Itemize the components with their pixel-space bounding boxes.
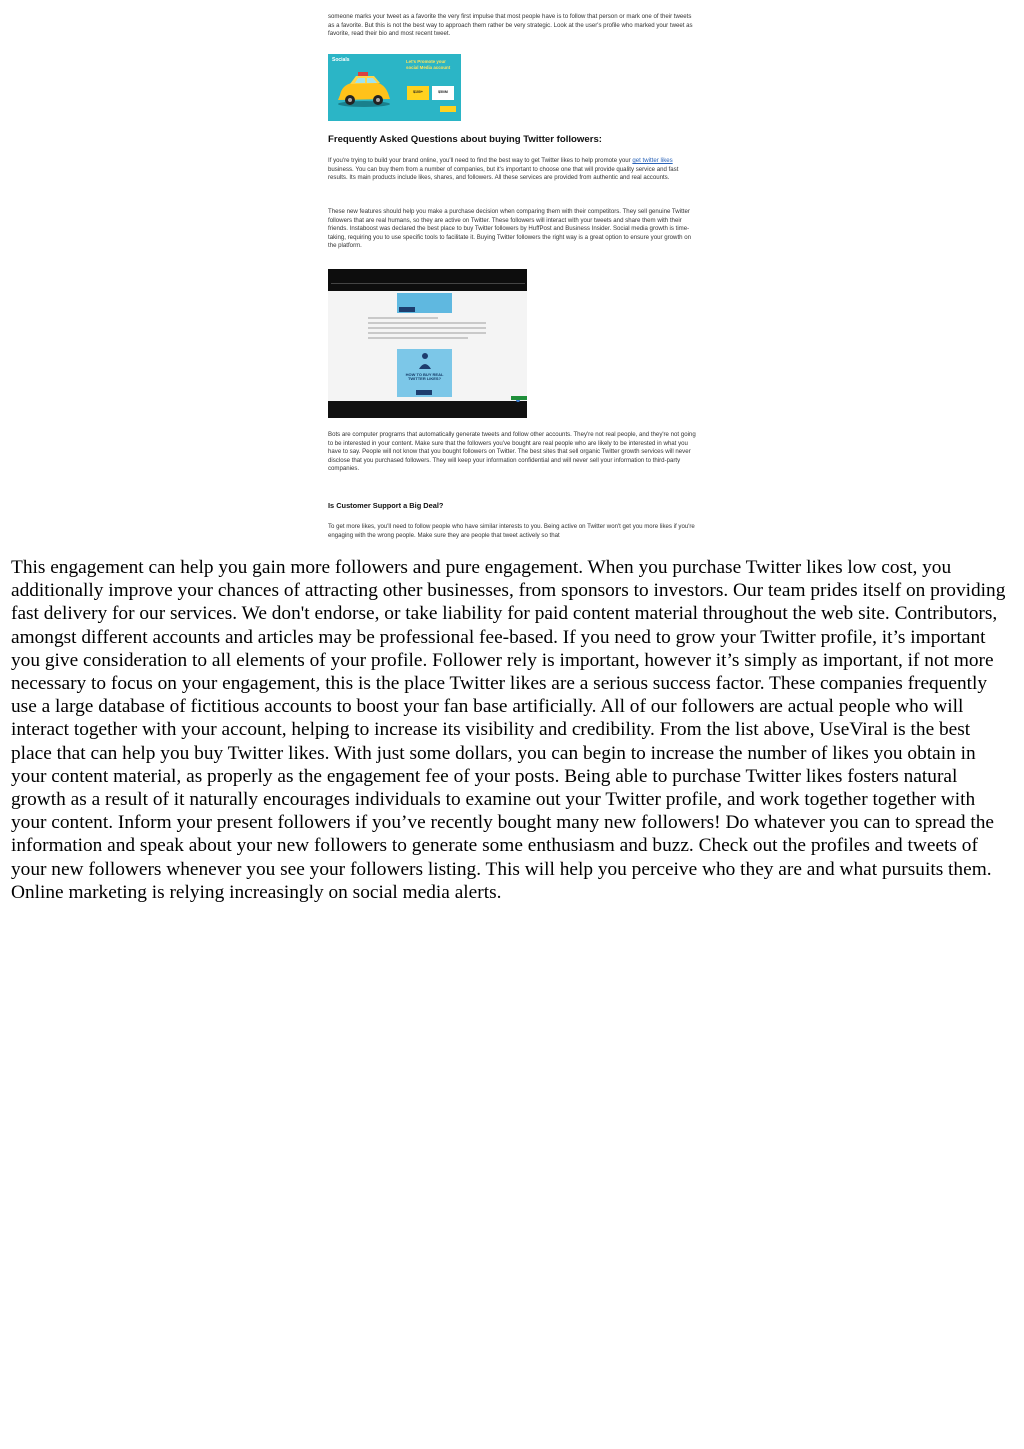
faq-paragraph-2-text: These new features should help you make a purchase decision when comparing them with their competitors. They sell genuine Twitter followers that are real humans, so they are active on Twitter. These followers will interact with your tweets and share them with their friends. Instaboost was declared the best place to buy Twitter followers by HuffPost and Business Insider. Social media growth is time-taking, requiring you to use specific tools to facilitate it. Buying Twitter followers the right way is a great option to ensure your growth on the platform. [328, 208, 691, 250]
faq-paragraph-1-text [328, 157, 696, 183]
screenshot-text-line [368, 337, 468, 339]
screenshot-logo [399, 307, 415, 312]
para1-after: business. You can buy them from a number of companies, but it's important to choose one that will provide quality service and fast results. Its main products include likes, shares, and followers. All these services are provided from authentic and real accounts. [328, 165, 679, 182]
ad-price-2: $50/M [438, 90, 448, 94]
intro-paragraph [328, 13, 696, 39]
video-screenshot [328, 269, 527, 418]
browser-bar [328, 269, 527, 291]
faq-heading: Frequently Asked Questions about buying Twitter followers: [328, 134, 602, 145]
faq-paragraph-3 [328, 431, 696, 474]
car-icon [334, 71, 394, 109]
ad-price-1: $100+ [413, 90, 423, 94]
faq-paragraph-4-text: To get more likes, you'll need to follow people who have similar interests to you. Being active on Twitter won't get you more likes if you're engaging with the wrong people. Make sure they are people that tweet actively so that [328, 523, 695, 539]
screenshot-hero-banner [397, 349, 452, 397]
faq-paragraph-2 [328, 208, 696, 251]
faq-paragraph-4 [328, 523, 696, 540]
screenshot-text-line [368, 327, 486, 329]
browser-divider [331, 283, 525, 284]
ad-price-box-1 [407, 86, 429, 100]
support-heading: Is Customer Support a Big Deal? [328, 501, 444, 510]
screenshot-header-banner [397, 293, 452, 313]
promo-banner [328, 54, 461, 121]
intro-text: someone marks your tweet as a favorite the very first impulse that most people have is to follow that person or mark one of their tweets as a favorite. But this is not the best way to approach them rather be very strategic. Look at the user's profile who marked your tweet as favorite, read their bio and most recent tweet. [328, 13, 693, 38]
ad-brand [332, 57, 350, 63]
ad-headline: Let's Promote your social Media account [406, 59, 451, 70]
support-heading-block [328, 501, 696, 510]
faq-paragraph-1 [328, 157, 696, 183]
ad-price-box-2 [432, 86, 454, 100]
ad-brand-name: Socials [332, 57, 350, 63]
para1-before: If you're trying to build your brand online, you'll need to find the best way to get Twitter likes to help promote your [328, 157, 633, 164]
screenshot-page [328, 291, 527, 401]
person-icon [415, 351, 435, 371]
screenshot-text-line [368, 322, 486, 324]
screenshot-title: HOW TO BUY REAL TWITTER LIKES? [405, 372, 444, 382]
faq-paragraph-3-text: Bots are computer programs that automatically generate tweets and follow other accounts. They're not real people, and they're not going to be interested in your content. Make sure that the followers you've bought are real people who are likely to be interested in what you have to say. People will not know that you bought followers on Twitter. The best sites that sell organic Twitter growth services will never disclose that you purchased followers. They will keep your information confidential and will never sell your information to third-party companies. [328, 431, 696, 473]
faq-heading-block [328, 134, 696, 145]
screenshot-logo-bottom [416, 390, 432, 395]
embedded-page-screenshot [320, 0, 704, 545]
screenshot-text-line [368, 332, 486, 334]
ad-cta-button [440, 106, 456, 112]
get-twitter-likes-link[interactable]: get twitter likes [632, 157, 673, 164]
main-article-text: This engagement can help you gain more followers and pure engagement. When you purchase Twitter likes low cost, you additionally improve your chances of attracting other businesses, from sponsors to investors. Our team prides itself on providing fast delivery for our services. We don't endorse, or take liability for paid content material throughout the web site. Contributors, amongst different accounts and articles may be professional fee-based. If you need to grow your Twitter profile, it’s important you give consideration to all elements of your profile. Follower rely is important, however it’s simply as important, if not more necessary to focus on your engagement, this is the place Twitter likes are a serious success factor. These companies frequently use a large database of fictitious accounts to boost your fan base artificially. All of our followers are actual people who will interact together with your account, helping to increase its visibility and credibility. From the list above, UseViral is the best place that can help you buy Twitter likes. With just some dollars, you can begin to increase the number of likes you obtain in your content material, as properly as the engagement fee of your posts. Being able to purchase Twitter likes fosters natural growth as a result of it naturally encourages individuals to examine out your Twitter profile, and work together together with your content. Inform your present followers if you’ve recently bought many new followers! Do whatever you can to spread the information and speak about your new followers to generate some enthusiasm and buzz. Check out the profiles and tweets of your new followers whenever you see your followers listing. This will help you perceive who they are and what pursuits them. Online marketing is relying increasingly on social media alerts. [11, 557, 1006, 903]
screenshot-text-line [368, 317, 438, 319]
screenshot-green-bar [511, 396, 527, 400]
